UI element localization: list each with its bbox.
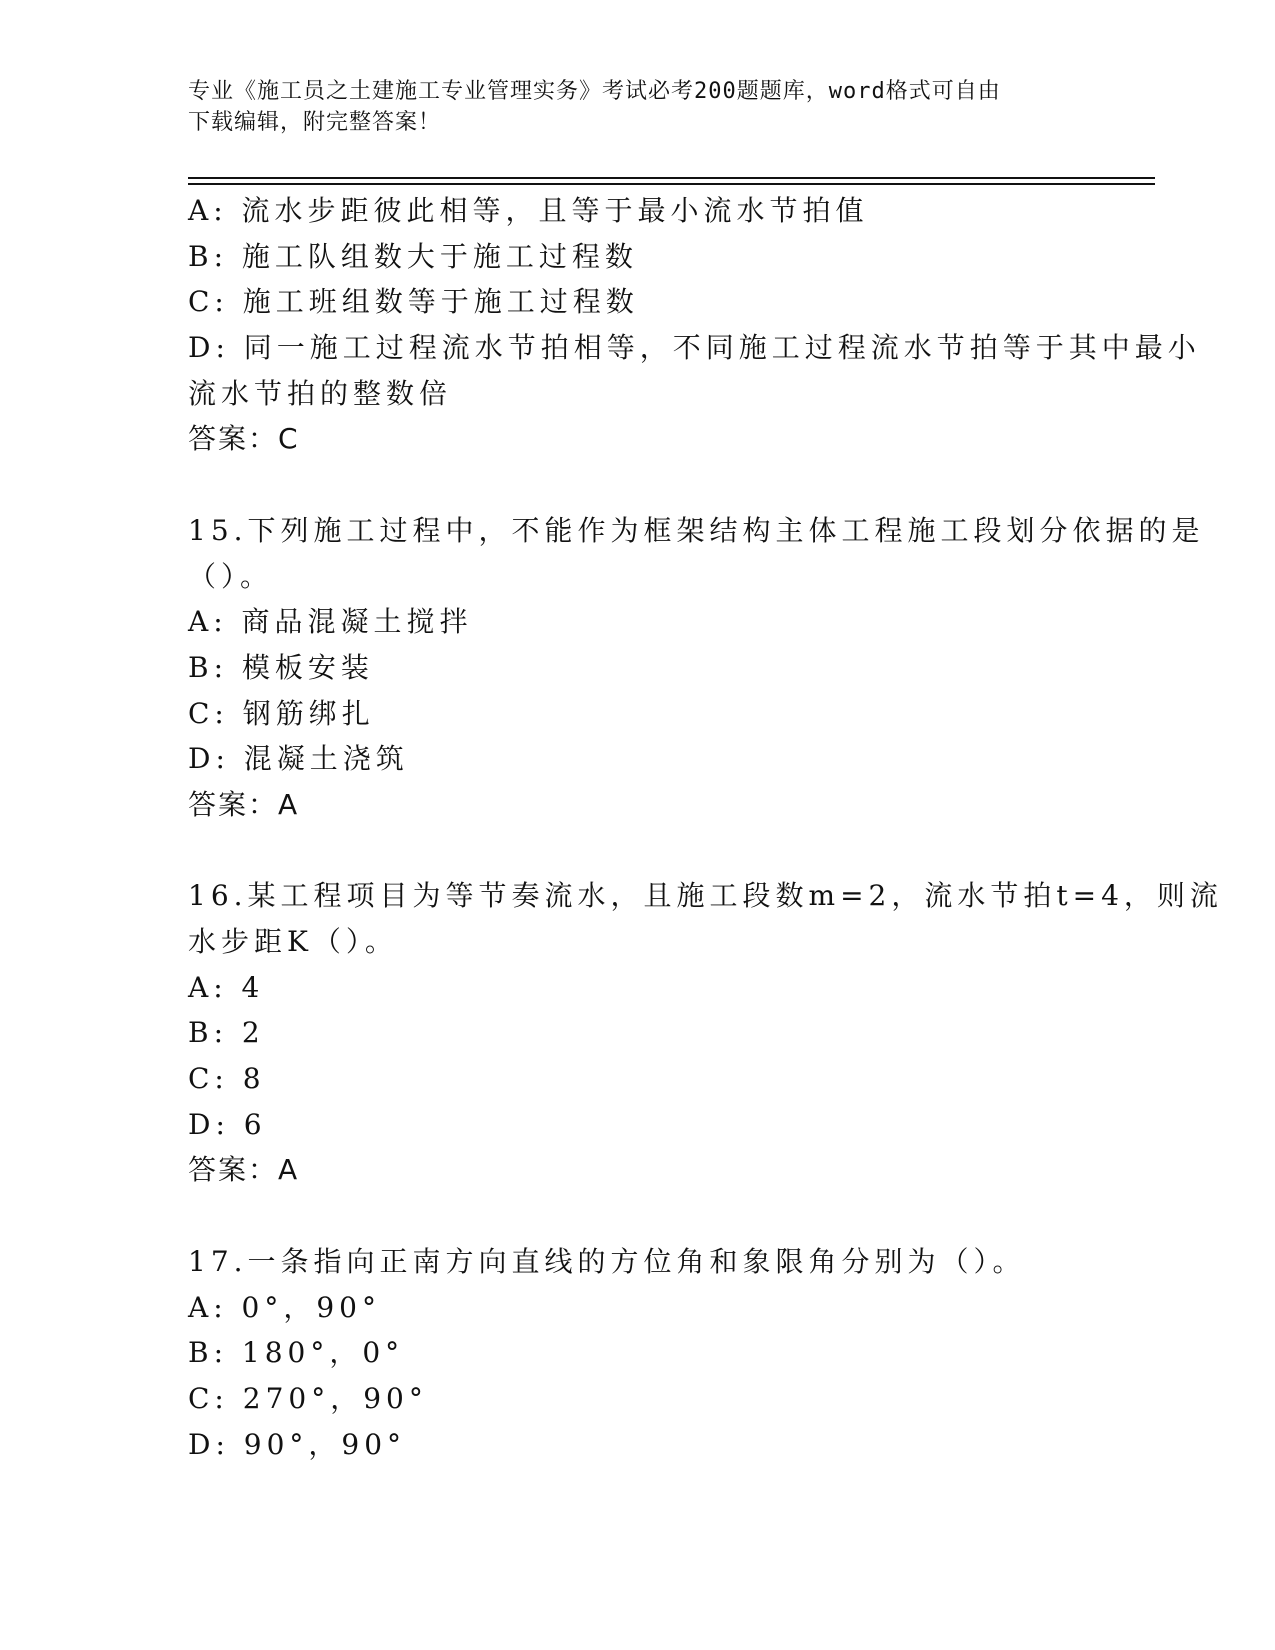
q15-option-b: B: 模板安装 [188, 650, 374, 684]
document-header [188, 76, 1068, 138]
header-line-2: 下载编辑，附完整答案！ [188, 110, 442, 135]
question-17 [188, 1239, 1088, 1467]
q16-option-a: A: 4 [188, 970, 265, 1004]
spacer [188, 1193, 1088, 1239]
q15-stem-line-1: 15.下列施工过程中，不能作为框架结构主体工程施工段划分依据的是 [188, 513, 1205, 547]
q17-option-d: D: 90°，90° [188, 1427, 407, 1461]
q16-stem-line-1: 16.某工程项目为等节奏流水，且施工段数m=2，流水节拍t=4，则流 [188, 879, 1223, 913]
q16-option-d: D: 6 [188, 1107, 267, 1141]
question-content [188, 188, 1223, 1467]
q16-option-b: B: 2 [188, 1016, 265, 1050]
spacer [188, 462, 1088, 508]
q14-option-b: B: 施工队组数大于施工过程数 [188, 239, 638, 273]
question-15 [188, 508, 1205, 828]
q15-stem-line-2: （）。 [188, 559, 274, 593]
q15-option-a: A: 商品混凝土搅拌 [188, 605, 473, 639]
header-line-1: 专业《施工员之土建施工专业管理实务》考试必考200题题库，word格式可自由 [188, 79, 1001, 104]
spacer [188, 828, 1088, 874]
q16-stem-line-2: 水步距K（）。 [188, 925, 398, 958]
q14-option-a: A: 流水步距彼此相等，且等于最小流水节拍值 [188, 194, 869, 227]
q14-option-d: D: 同一施工过程流水节拍相等，不同施工过程流水节拍等于其中最小 [188, 331, 1201, 365]
q15-option-d: D: 混凝土浇筑 [188, 742, 409, 776]
q15-option-c: C: 钢筋绑扎 [188, 696, 375, 730]
q14-option-d-continued: 流水节拍的整数倍 [188, 376, 453, 410]
q16-option-c: C: 8 [188, 1062, 266, 1096]
q15-answer: 答案：A [188, 787, 300, 821]
question-16 [188, 873, 1223, 1193]
header-divider-bottom [188, 183, 1155, 185]
q17-option-a: A: 0°，90° [188, 1290, 381, 1324]
q17-option-c: C: 270°，90° [188, 1381, 428, 1415]
q14-option-c: C: 施工班组数等于施工过程数 [188, 285, 639, 319]
question-14 [188, 188, 1201, 462]
q17-stem-line-1: 17.一条指向正南方向直线的方位角和象限角分别为（）。 [188, 1244, 1026, 1278]
q14-answer: 答案：C [188, 422, 300, 456]
q16-answer: 答案：A [188, 1153, 300, 1187]
header-divider-top [188, 177, 1155, 179]
q17-option-b: B: 180°，0° [188, 1336, 405, 1370]
